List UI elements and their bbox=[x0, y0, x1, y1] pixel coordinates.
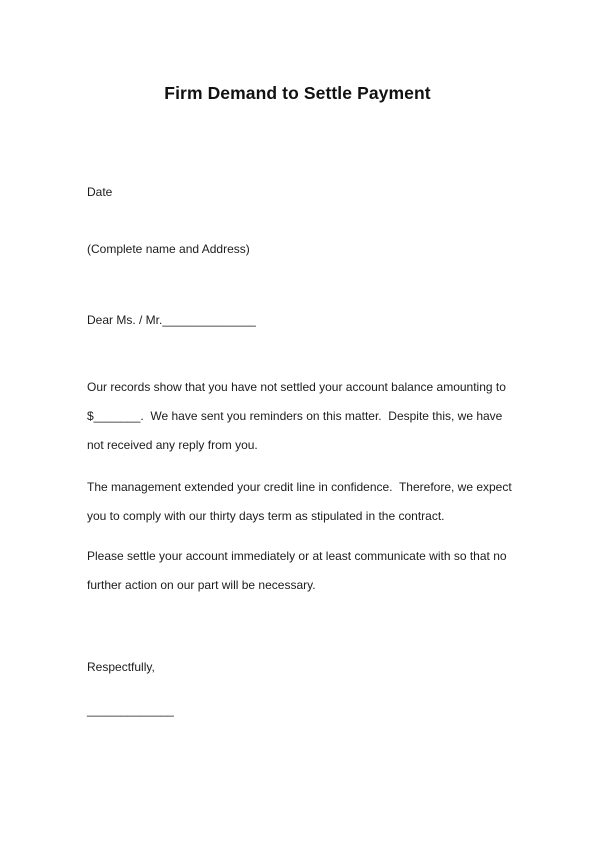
date-label: Date bbox=[87, 185, 113, 199]
paragraph-1-line-2: $_______. We have sent you reminders on this matter. Despite this, we have bbox=[87, 409, 503, 423]
paragraph-1-line-3: not received any reply from you. bbox=[87, 438, 258, 452]
salutation: Dear Ms. / Mr.______________ bbox=[87, 313, 256, 327]
letter-title: Firm Demand to Settle Payment bbox=[164, 83, 431, 103]
recipient-placeholder: (Complete name and Address) bbox=[87, 242, 250, 256]
paragraph-2-line-1: The management extended your credit line in confidence. Therefore, we expect bbox=[87, 480, 512, 494]
closing: Respectfully, bbox=[87, 660, 155, 674]
paragraph-1-line-1: Our records show that you have not settled your account balance amounting to bbox=[87, 380, 506, 394]
paragraph-3-line-2: further action on our part will be necessary. bbox=[87, 578, 316, 592]
paragraph-3-line-1: Please settle your account immediately or at least communicate with so that no bbox=[87, 549, 507, 563]
paragraph-2-line-2: you to comply with our thirty days term as stipulated in the contract. bbox=[87, 509, 445, 523]
signature-line: _____________ bbox=[87, 703, 174, 717]
